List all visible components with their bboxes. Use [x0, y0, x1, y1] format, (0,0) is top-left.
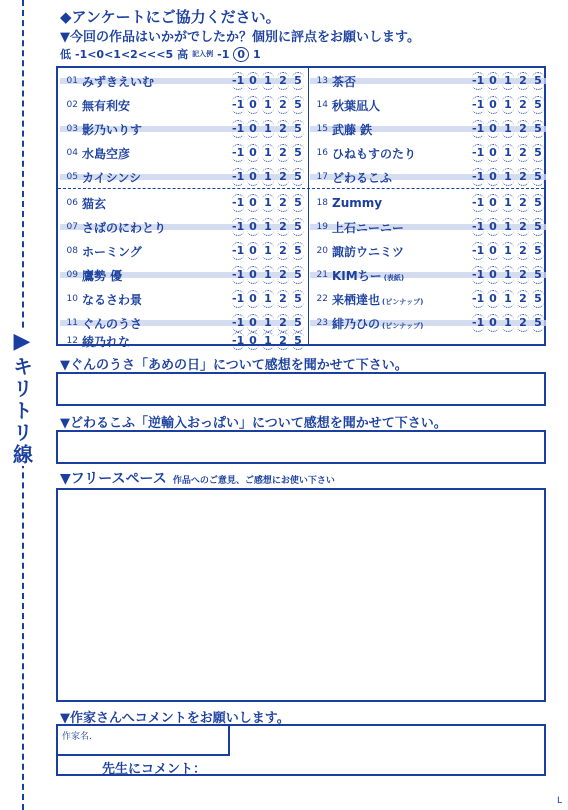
- rating-option[interactable]: -1: [472, 266, 484, 284]
- rating-options: [232, 96, 304, 114]
- rating-row: [310, 118, 544, 140]
- row-number: 03: [66, 124, 78, 134]
- rating-option[interactable]: 0: [487, 120, 499, 138]
- rating-row: [310, 216, 544, 238]
- rating-options: [232, 266, 304, 284]
- author-name: みずきえいむ: [82, 74, 155, 89]
- row-number: 06: [66, 198, 78, 208]
- rating-row: [310, 264, 544, 286]
- rating-options: [232, 332, 304, 350]
- author-name-field[interactable]: [58, 726, 230, 756]
- survey-heading: ◆アンケートにご協力ください。: [60, 8, 281, 26]
- rating-option[interactable]: 0: [247, 120, 259, 138]
- rating-row: [310, 312, 544, 334]
- rating-option[interactable]: 2: [277, 332, 289, 350]
- rating-option[interactable]: 5: [532, 266, 544, 284]
- author-name: なるさわ景: [82, 292, 143, 307]
- rating-option[interactable]: 0: [247, 144, 259, 162]
- rating-option[interactable]: 2: [277, 120, 289, 138]
- scale-example-3: 1: [253, 47, 261, 61]
- rating-option[interactable]: 2: [277, 290, 289, 308]
- author-comment-title: ▼作家さんへコメントをお願いします。: [60, 711, 290, 726]
- rating-options: [472, 168, 544, 186]
- rating-option[interactable]: 1: [502, 290, 514, 308]
- rating-option[interactable]: 1: [502, 72, 514, 90]
- rating-option[interactable]: 1: [262, 218, 274, 236]
- rating-row: [60, 264, 304, 286]
- rating-option[interactable]: 2: [277, 266, 289, 284]
- rating-option[interactable]: -1: [232, 290, 244, 308]
- author-name-label: 作家名.: [62, 732, 92, 742]
- rating-option[interactable]: 1: [502, 194, 514, 212]
- author-name: カイシンシ: [82, 170, 142, 185]
- author-note: (ピンナップ): [382, 297, 424, 306]
- rating-row: [310, 142, 544, 164]
- rating-options: [472, 218, 544, 236]
- rating-option[interactable]: 5: [532, 194, 544, 212]
- rating-option[interactable]: 2: [277, 144, 289, 162]
- rating-option[interactable]: 1: [502, 218, 514, 236]
- author-name: 上石ニーニー: [332, 220, 405, 235]
- free-space-subtitle: 作品へのご意見、ご感想にお使い下さい: [172, 476, 335, 486]
- rating-row: [310, 94, 544, 116]
- author-name: 無有利安: [82, 98, 131, 113]
- rating-row: [60, 118, 304, 140]
- row-number: 22: [316, 294, 328, 304]
- cut-here-label: [6, 330, 38, 466]
- author-name: ぐんのうさ: [82, 316, 143, 331]
- rating-options: [472, 290, 544, 308]
- rating-option[interactable]: 1: [262, 96, 274, 114]
- rating-option[interactable]: 1: [262, 242, 274, 260]
- row-number: 12: [66, 336, 78, 346]
- rating-row: [60, 142, 304, 164]
- rating-option[interactable]: 2: [517, 242, 529, 260]
- row-number: 20: [316, 246, 328, 256]
- column-divider: [308, 68, 309, 344]
- scale-high: 高: [177, 48, 189, 61]
- rating-row: [60, 166, 304, 188]
- rating-option[interactable]: 0: [247, 314, 259, 332]
- rating-option[interactable]: 0: [247, 266, 259, 284]
- row-number: 08: [66, 246, 78, 256]
- rating-option[interactable]: 1: [262, 314, 274, 332]
- rating-option[interactable]: -1: [232, 120, 244, 138]
- question-2-label: ▼どわるこふ「逆輸入おっぱい」について感想を聞かせて下さい。: [60, 416, 447, 431]
- rating-option[interactable]: 5: [292, 120, 304, 138]
- author-name: KIMちー (表紙): [332, 268, 405, 283]
- rating-option[interactable]: 2: [277, 194, 289, 212]
- rating-option[interactable]: 0: [247, 168, 259, 186]
- rating-option[interactable]: 5: [532, 144, 544, 162]
- rating-option[interactable]: -1: [472, 314, 484, 332]
- rating-row: [60, 94, 304, 116]
- rating-option[interactable]: 5: [532, 72, 544, 90]
- rating-option[interactable]: 0: [247, 242, 259, 260]
- rating-scale-legend: [60, 46, 261, 62]
- rating-option[interactable]: -1: [472, 168, 484, 186]
- row-number: 02: [66, 100, 78, 110]
- rating-option[interactable]: 5: [532, 218, 544, 236]
- cut-arrow-icon: ▶: [13, 329, 31, 354]
- rating-option[interactable]: 0: [487, 168, 499, 186]
- rating-options: [232, 144, 304, 162]
- rating-row: [60, 240, 304, 262]
- rating-option[interactable]: 5: [292, 266, 304, 284]
- rating-options: [472, 314, 544, 332]
- rating-option[interactable]: 1: [502, 144, 514, 162]
- rating-option[interactable]: 1: [502, 242, 514, 260]
- rating-option[interactable]: 1: [262, 120, 274, 138]
- rating-option[interactable]: -1: [472, 144, 484, 162]
- rating-option[interactable]: 2: [277, 242, 289, 260]
- row-number: 23: [316, 318, 328, 328]
- rating-options: [472, 242, 544, 260]
- rating-option[interactable]: -1: [232, 144, 244, 162]
- row-number: 10: [66, 294, 78, 304]
- question-2-answer-box[interactable]: [56, 430, 546, 464]
- rating-option[interactable]: 1: [262, 194, 274, 212]
- rating-option[interactable]: 2: [517, 120, 529, 138]
- free-space-label: [60, 468, 335, 488]
- rating-option[interactable]: 1: [262, 72, 274, 90]
- scale-example-selected: 0: [233, 47, 249, 62]
- author-comment-box[interactable]: [56, 724, 546, 776]
- rating-option[interactable]: 1: [502, 96, 514, 114]
- author-name: 鷹勢 優: [82, 268, 123, 283]
- rating-option[interactable]: 2: [517, 144, 529, 162]
- rating-option[interactable]: 1: [262, 332, 274, 350]
- rating-option[interactable]: 2: [277, 168, 289, 186]
- row-number: 15: [316, 124, 328, 134]
- rating-options: [472, 144, 544, 162]
- rating-option[interactable]: 2: [277, 72, 289, 90]
- row-number: 14: [316, 100, 328, 110]
- rating-option[interactable]: -1: [472, 242, 484, 260]
- scale-range: -1<0<1<2<<<5: [75, 47, 174, 61]
- rating-option[interactable]: 5: [292, 194, 304, 212]
- rating-option[interactable]: 0: [247, 194, 259, 212]
- rating-row: [310, 70, 544, 92]
- author-name: ひねもすのたり: [332, 146, 417, 161]
- rating-row: [310, 166, 544, 188]
- author-note: (表紙): [383, 273, 405, 282]
- free-space-title: ▼フリースペース: [60, 471, 167, 487]
- author-name: 秋葉凪人: [332, 98, 381, 113]
- rating-options: [472, 266, 544, 284]
- rating-option[interactable]: 0: [247, 72, 259, 90]
- author-name: Zummy: [332, 196, 383, 210]
- rating-option[interactable]: 5: [532, 290, 544, 308]
- rating-options: [472, 120, 544, 138]
- author-name: 武藤 鉄: [332, 122, 373, 137]
- rating-options: [232, 242, 304, 260]
- rating-options: [472, 72, 544, 90]
- sensei-comment-label: 先生にコメント：: [102, 762, 207, 777]
- rating-option[interactable]: 5: [292, 96, 304, 114]
- rating-option[interactable]: -1: [232, 332, 244, 350]
- author-name: 綾乃れな: [82, 334, 131, 349]
- rating-option[interactable]: 2: [517, 290, 529, 308]
- rating-option[interactable]: 0: [487, 144, 499, 162]
- rating-options: [232, 290, 304, 308]
- rating-option[interactable]: 2: [517, 96, 529, 114]
- rating-option[interactable]: -1: [472, 194, 484, 212]
- rating-option[interactable]: 0: [247, 332, 259, 350]
- row-number: 18: [316, 198, 328, 208]
- rating-option[interactable]: 5: [292, 314, 304, 332]
- rating-option[interactable]: 5: [532, 120, 544, 138]
- rating-option[interactable]: 2: [277, 314, 289, 332]
- rating-option[interactable]: 0: [487, 218, 499, 236]
- rating-option[interactable]: 0: [247, 290, 259, 308]
- author-name: 茶否: [332, 74, 357, 89]
- row-number: 11: [66, 318, 78, 328]
- rating-option[interactable]: 5: [532, 314, 544, 332]
- row-number: 07: [66, 222, 78, 232]
- rating-options: [472, 96, 544, 114]
- rating-option[interactable]: 1: [262, 290, 274, 308]
- rating-option[interactable]: 5: [292, 72, 304, 90]
- question-1-label: ▼ぐんのうさ「あめの日」について感想を聞かせて下さい。: [60, 358, 408, 373]
- rating-option[interactable]: -1: [472, 120, 484, 138]
- author-name: 諏訪ウニミツ: [332, 244, 405, 259]
- rating-option[interactable]: 1: [502, 314, 514, 332]
- row-number: 04: [66, 148, 78, 158]
- rating-option[interactable]: 1: [262, 144, 274, 162]
- rating-option[interactable]: 0: [247, 218, 259, 236]
- author-name: 水島空彦: [82, 146, 131, 161]
- rating-option[interactable]: 0: [487, 72, 499, 90]
- scale-low: 低: [60, 48, 71, 61]
- free-space-box[interactable]: [56, 488, 546, 702]
- rating-option[interactable]: -1: [232, 314, 244, 332]
- rating-option[interactable]: -1: [232, 168, 244, 186]
- rating-option[interactable]: -1: [232, 72, 244, 90]
- author-name: 緋乃ひの (ピンナップ): [332, 316, 424, 331]
- rating-option[interactable]: -1: [232, 96, 244, 114]
- author-note: (ピンナップ): [382, 321, 424, 330]
- author-name: ホーミング: [82, 244, 142, 259]
- rating-option[interactable]: 2: [517, 168, 529, 186]
- rating-row: [60, 192, 304, 214]
- rating-option[interactable]: 1: [502, 168, 514, 186]
- rating-options: [232, 120, 304, 138]
- author-name: 猫玄: [82, 196, 107, 211]
- rating-option[interactable]: 0: [487, 314, 499, 332]
- rating-option[interactable]: 2: [517, 314, 529, 332]
- rating-option[interactable]: 5: [292, 168, 304, 186]
- rating-option[interactable]: 0: [487, 266, 499, 284]
- row-number: 21: [316, 270, 328, 280]
- question-1-answer-box[interactable]: [56, 372, 546, 406]
- rating-table: [56, 66, 546, 349]
- rating-options: [232, 218, 304, 236]
- rating-option[interactable]: 0: [487, 242, 499, 260]
- author-name: どわるこふ: [332, 170, 393, 185]
- rating-option[interactable]: -1: [232, 194, 244, 212]
- row-number: 17: [316, 172, 328, 182]
- rating-option[interactable]: -1: [232, 218, 244, 236]
- row-number: 13: [316, 76, 328, 86]
- row-number: 05: [66, 172, 78, 182]
- rating-row: [310, 288, 544, 310]
- rating-option[interactable]: 5: [532, 168, 544, 186]
- row-number: 01: [66, 76, 78, 86]
- rating-option[interactable]: 5: [292, 242, 304, 260]
- rating-option[interactable]: 2: [517, 266, 529, 284]
- rating-option[interactable]: 0: [487, 290, 499, 308]
- rating-option[interactable]: -1: [232, 266, 244, 284]
- cut-text: キリトリ線: [9, 356, 34, 466]
- rating-option[interactable]: 2: [517, 72, 529, 90]
- rating-options: [232, 168, 304, 186]
- rating-option[interactable]: 5: [532, 96, 544, 114]
- rating-option[interactable]: 1: [262, 168, 274, 186]
- rating-option[interactable]: 2: [277, 96, 289, 114]
- rating-option[interactable]: 5: [292, 290, 304, 308]
- scale-example-1: -1: [217, 47, 230, 61]
- rating-option[interactable]: 2: [517, 194, 529, 212]
- rating-row: [60, 330, 304, 352]
- row-number: 19: [316, 222, 328, 232]
- rating-row: [60, 288, 304, 310]
- rating-option[interactable]: 0: [487, 194, 499, 212]
- rating-options: [472, 194, 544, 212]
- rating-option[interactable]: 0: [247, 96, 259, 114]
- rating-option[interactable]: 1: [262, 266, 274, 284]
- rating-option[interactable]: -1: [472, 218, 484, 236]
- page-mark: L: [556, 796, 562, 806]
- rating-option[interactable]: -1: [232, 242, 244, 260]
- rating-option[interactable]: 2: [277, 218, 289, 236]
- rating-option[interactable]: 5: [292, 332, 304, 350]
- rating-option[interactable]: -1: [472, 72, 484, 90]
- rating-options: [232, 72, 304, 90]
- section-divider: [58, 188, 544, 189]
- rating-option[interactable]: 1: [502, 266, 514, 284]
- scale-example-note: 記入例: [192, 49, 214, 58]
- rating-option[interactable]: 2: [517, 218, 529, 236]
- rating-option[interactable]: 5: [292, 144, 304, 162]
- author-name: 影乃いりす: [82, 122, 143, 137]
- author-name: 来栖達也 (ピンナップ): [332, 292, 424, 307]
- rating-row: [310, 192, 544, 214]
- rating-option[interactable]: -1: [472, 290, 484, 308]
- rating-row: [60, 216, 304, 238]
- rating-row: [310, 240, 544, 262]
- author-name: さばのにわとり: [82, 220, 167, 235]
- row-number: 09: [66, 270, 78, 280]
- rating-option[interactable]: 5: [532, 242, 544, 260]
- rating-option[interactable]: 1: [502, 120, 514, 138]
- rating-option[interactable]: -1: [472, 96, 484, 114]
- rating-option[interactable]: 5: [292, 218, 304, 236]
- survey-subheading: ▼今回の作品はいかがでしたか？個別に評点をお願いします。: [60, 30, 420, 45]
- rating-options: [232, 194, 304, 212]
- rating-row: [60, 70, 304, 92]
- rating-option[interactable]: 0: [487, 96, 499, 114]
- row-number: 16: [316, 148, 328, 158]
